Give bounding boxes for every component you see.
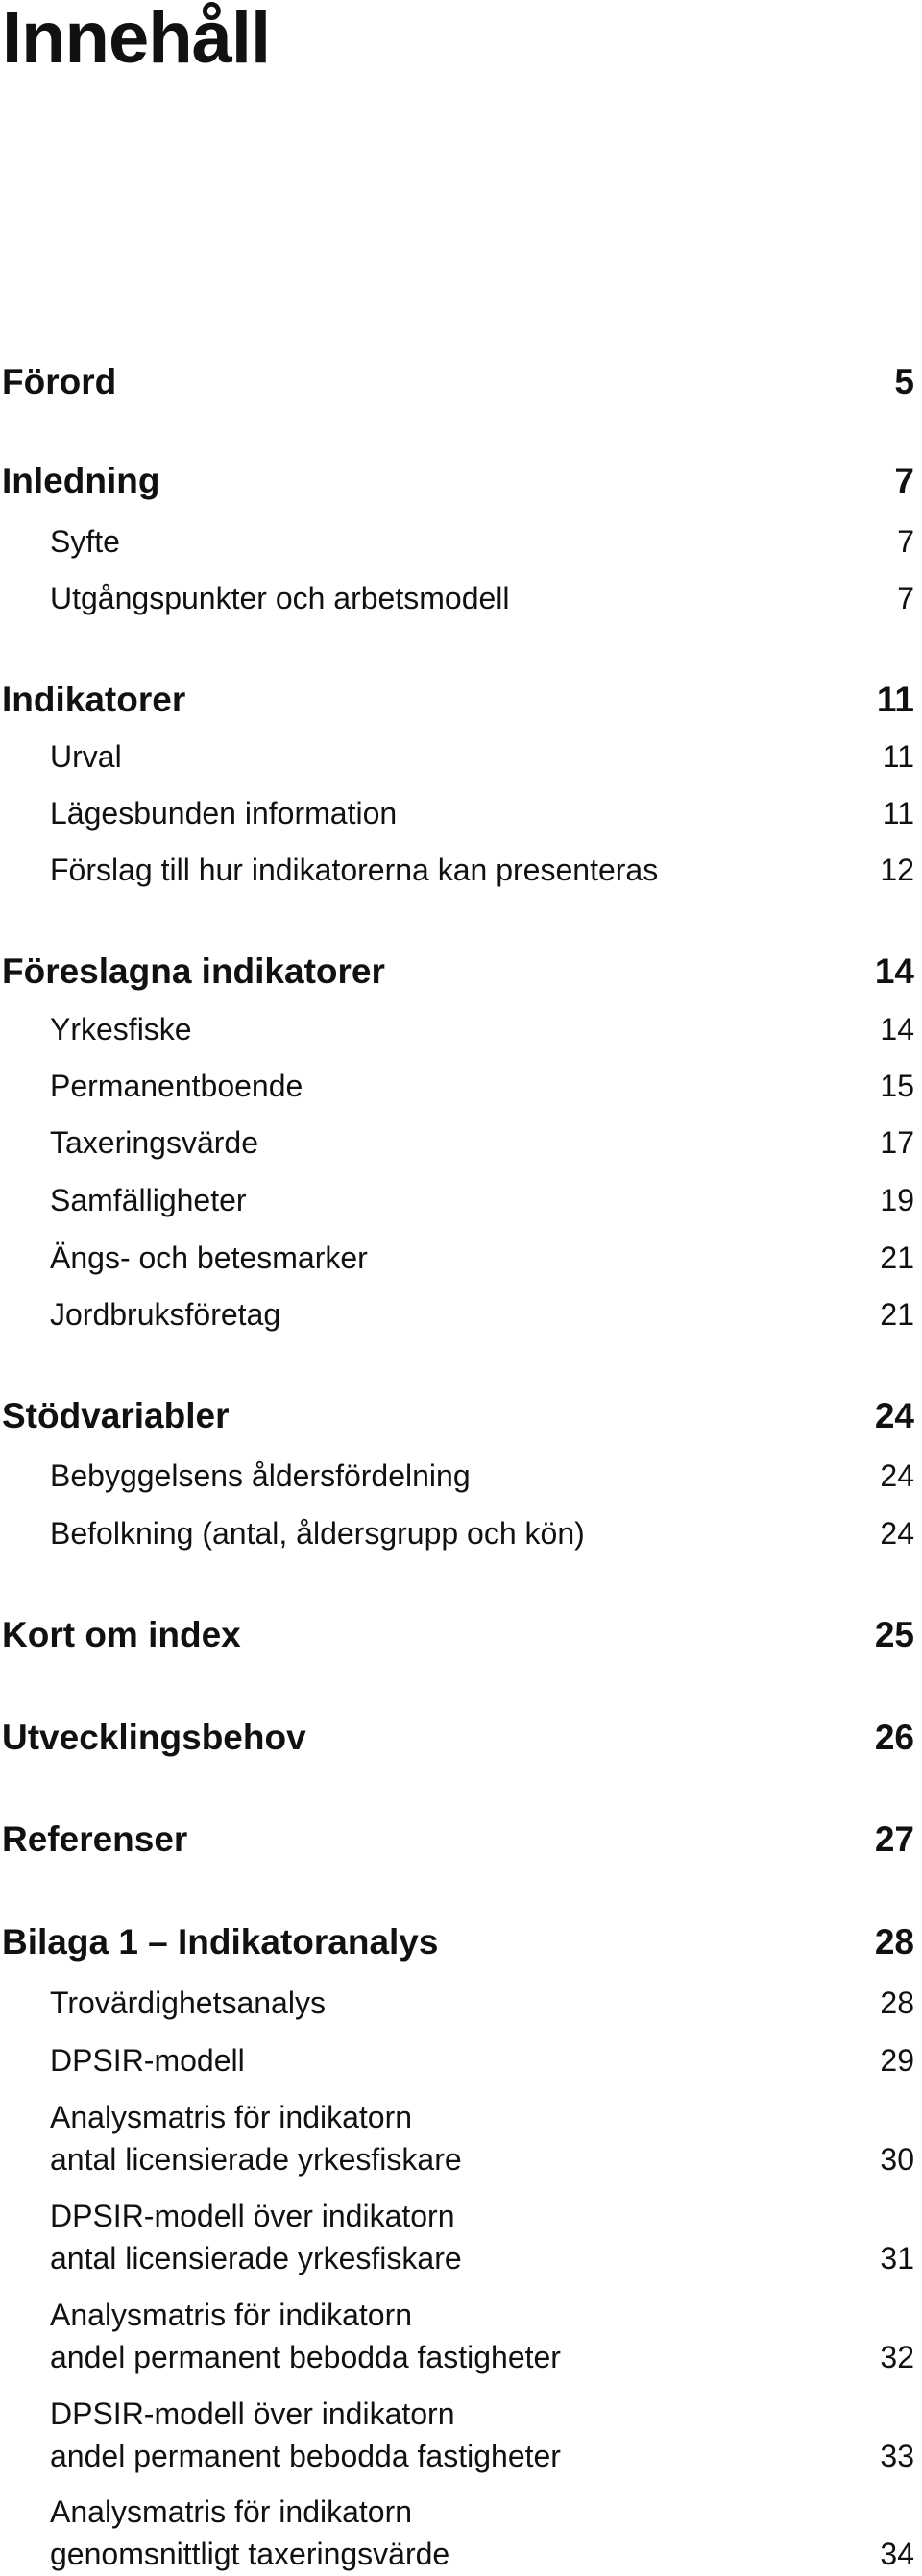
toc-entry-page: 11	[876, 680, 914, 719]
toc-entry-page: 19	[880, 1183, 914, 1217]
toc-entry-label: Utgångspunkter och arbetsmodell	[50, 581, 510, 615]
toc-entry-label: Trovärdighetsanalys	[50, 1986, 326, 2020]
toc-entry-page: 27	[874, 1819, 914, 1859]
toc-entry-label: Analysmatris för indikatorn genomsnittligt taxeringsvärde	[50, 2494, 450, 2571]
toc-entry-page: 24	[880, 1458, 914, 1493]
toc-entry-label: Yrkesfiske	[50, 1012, 192, 1047]
toc-entry-page: 21	[880, 1297, 914, 1332]
toc-entry-page: 14	[880, 1012, 914, 1047]
toc-entry-label: Indikatorer	[2, 680, 186, 719]
toc-entry-label: Taxeringsvärde	[50, 1125, 258, 1160]
toc-entry-label: Bilaga 1 – Indikatoranalys	[2, 1922, 439, 1962]
toc-entry-label: Samfälligheter	[50, 1183, 247, 1217]
toc-entry-label: Syfte	[50, 524, 120, 559]
toc-entry-page: 28	[874, 1922, 914, 1962]
toc-entry-label: Befolkning (antal, åldersgrupp och kön)	[50, 1516, 585, 1551]
toc-entry-page: 15	[880, 1069, 914, 1103]
toc-entry-label: Föreslagna indikatorer	[2, 951, 385, 991]
toc-entry-label: Urval	[50, 739, 122, 774]
toc-entry-page: 25	[874, 1615, 914, 1654]
toc-entry-label: Utvecklingsbehov	[2, 1718, 306, 1757]
toc-entry-page: 17	[880, 1125, 914, 1160]
toc-entry-label: Inledning	[2, 461, 160, 500]
toc-entry-page: 11	[882, 796, 914, 831]
toc-entry-page: 7	[897, 524, 914, 559]
toc-entry-page: 14	[874, 951, 914, 991]
page-title: Innehåll	[2, 0, 271, 79]
toc-entry-page: 7	[897, 581, 914, 615]
toc-entry-page: 32	[880, 2340, 914, 2374]
toc-entry-label: Ängs- och betesmarker	[50, 1240, 368, 1275]
toc-entry-label: Lägesbunden information	[50, 796, 398, 831]
toc-entry-label: Kort om index	[2, 1615, 241, 1654]
toc-entry-page: 7	[894, 461, 914, 500]
toc-entry-page: 21	[880, 1240, 914, 1275]
toc-entry-page: 31	[880, 2241, 914, 2275]
toc-entry-page: 24	[880, 1516, 914, 1551]
toc-entry-page: 34	[880, 2537, 914, 2571]
toc-entry-page: 28	[880, 1986, 914, 2020]
toc-entry-label: DPSIR-modell	[50, 2043, 245, 2078]
toc-entry-label: Förslag till hur indikatorerna kan presenteras	[50, 853, 659, 887]
toc-entry-page: 24	[874, 1396, 914, 1435]
toc-entry-label: Bebyggelsens åldersfördelning	[50, 1458, 471, 1493]
toc-entry-label: Referenser	[2, 1819, 188, 1859]
toc-entry-label: Förord	[2, 362, 117, 401]
toc-entry-label: Jordbruksföretag	[50, 1297, 281, 1332]
toc-entry-page: 26	[874, 1718, 914, 1757]
toc-entry-page: 11	[882, 739, 914, 774]
toc-entry-label: DPSIR-modell över indikatorn antal licensierade yrkesfiskare	[50, 2199, 462, 2275]
toc-entry-label: Permanentboende	[50, 1069, 303, 1103]
toc-entry-page: 5	[894, 362, 914, 401]
toc-entry-label: Analysmatris för indikatorn antal licensierade yrkesfiskare	[50, 2100, 462, 2177]
toc-entry-label: DPSIR-modell över indikatorn andel permanent bebodda fastigheter	[50, 2396, 561, 2473]
toc-entry-page: 33	[880, 2439, 914, 2473]
toc-entry-page: 30	[880, 2142, 914, 2177]
toc-entry-label: Stödvariabler	[2, 1396, 230, 1435]
toc-entry-page: 12	[880, 853, 914, 887]
toc-entry-page: 29	[880, 2043, 914, 2078]
toc-entry-label: Analysmatris för indikatorn andel permanent bebodda fastigheter	[50, 2298, 561, 2374]
